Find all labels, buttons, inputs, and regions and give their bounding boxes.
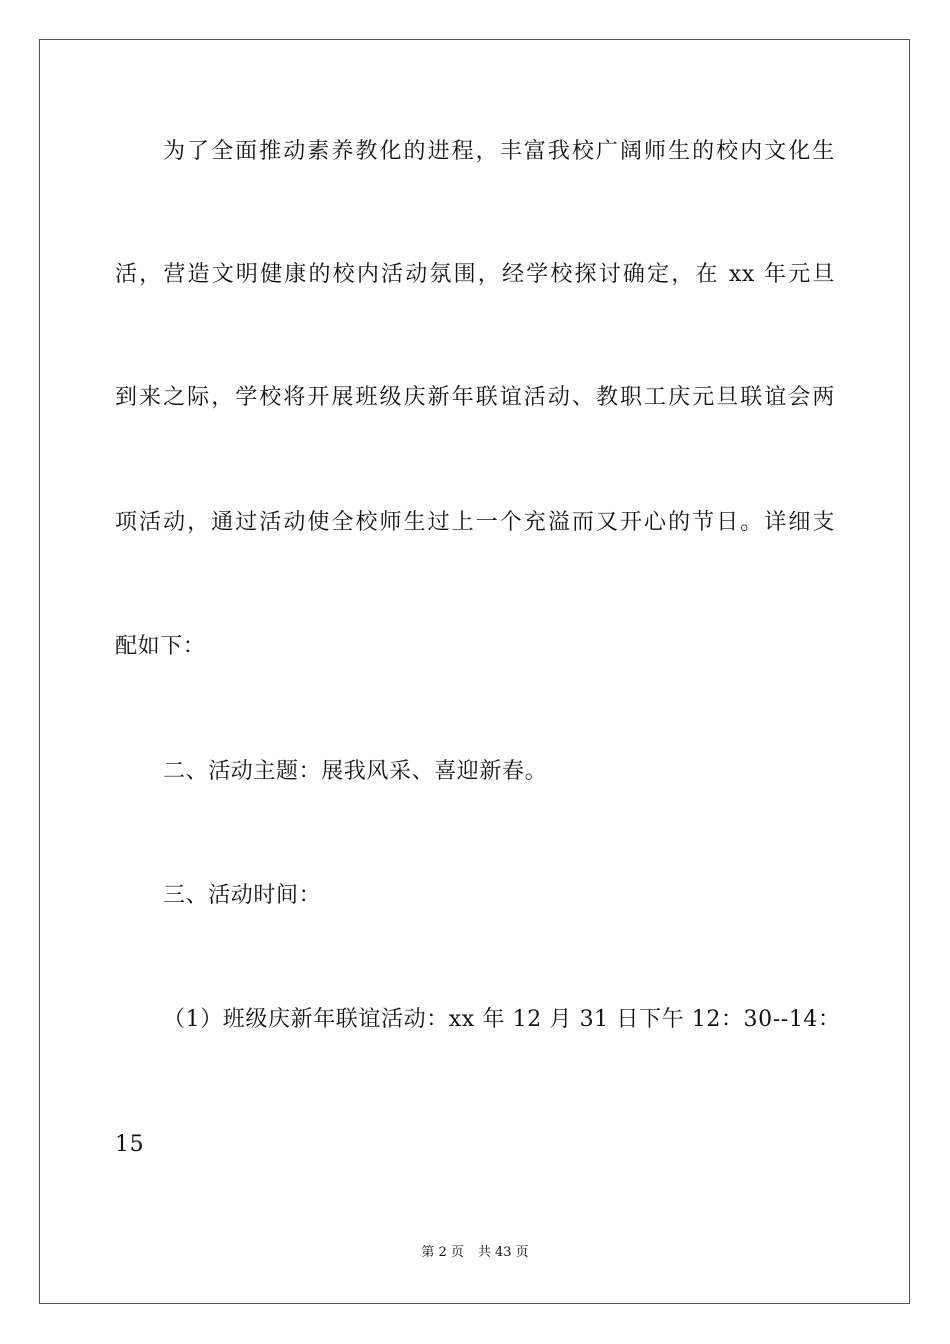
page-border [39,39,910,1304]
paragraph-line-1: 为了全面推动素养教化的进程，丰富我校广阔师生的校内文化生 [163,139,835,164]
paragraph-line-4: 项活动，通过活动使全校师生过上一个充溢而又开心的节日。详细支 [115,510,835,535]
schedule-item-line-1: （1）班级庆新年联谊活动：xx 年 12 月 31 日下午 12：30--14： [163,1007,841,1032]
section-heading-time: 三、活动时间： [163,883,322,908]
page-footer [0,1245,950,1261]
section-heading-theme: 二、活动主题：展我风采、喜迎新春。 [163,759,548,784]
page-number: 第 2 页 [421,1245,464,1260]
paragraph-line-3: 到来之际，学校将开展班级庆新年联谊活动、教职工庆元旦联谊会两 [115,385,835,410]
paragraph-line-5: 配如下： [115,634,206,659]
paragraph-line-2: 活，营造文明健康的校内活动氛围，经学校探讨确定，在 xx 年元旦 [115,262,835,287]
total-pages: 共 43 页 [477,1245,529,1260]
schedule-item-line-2: 15 [115,1132,145,1157]
